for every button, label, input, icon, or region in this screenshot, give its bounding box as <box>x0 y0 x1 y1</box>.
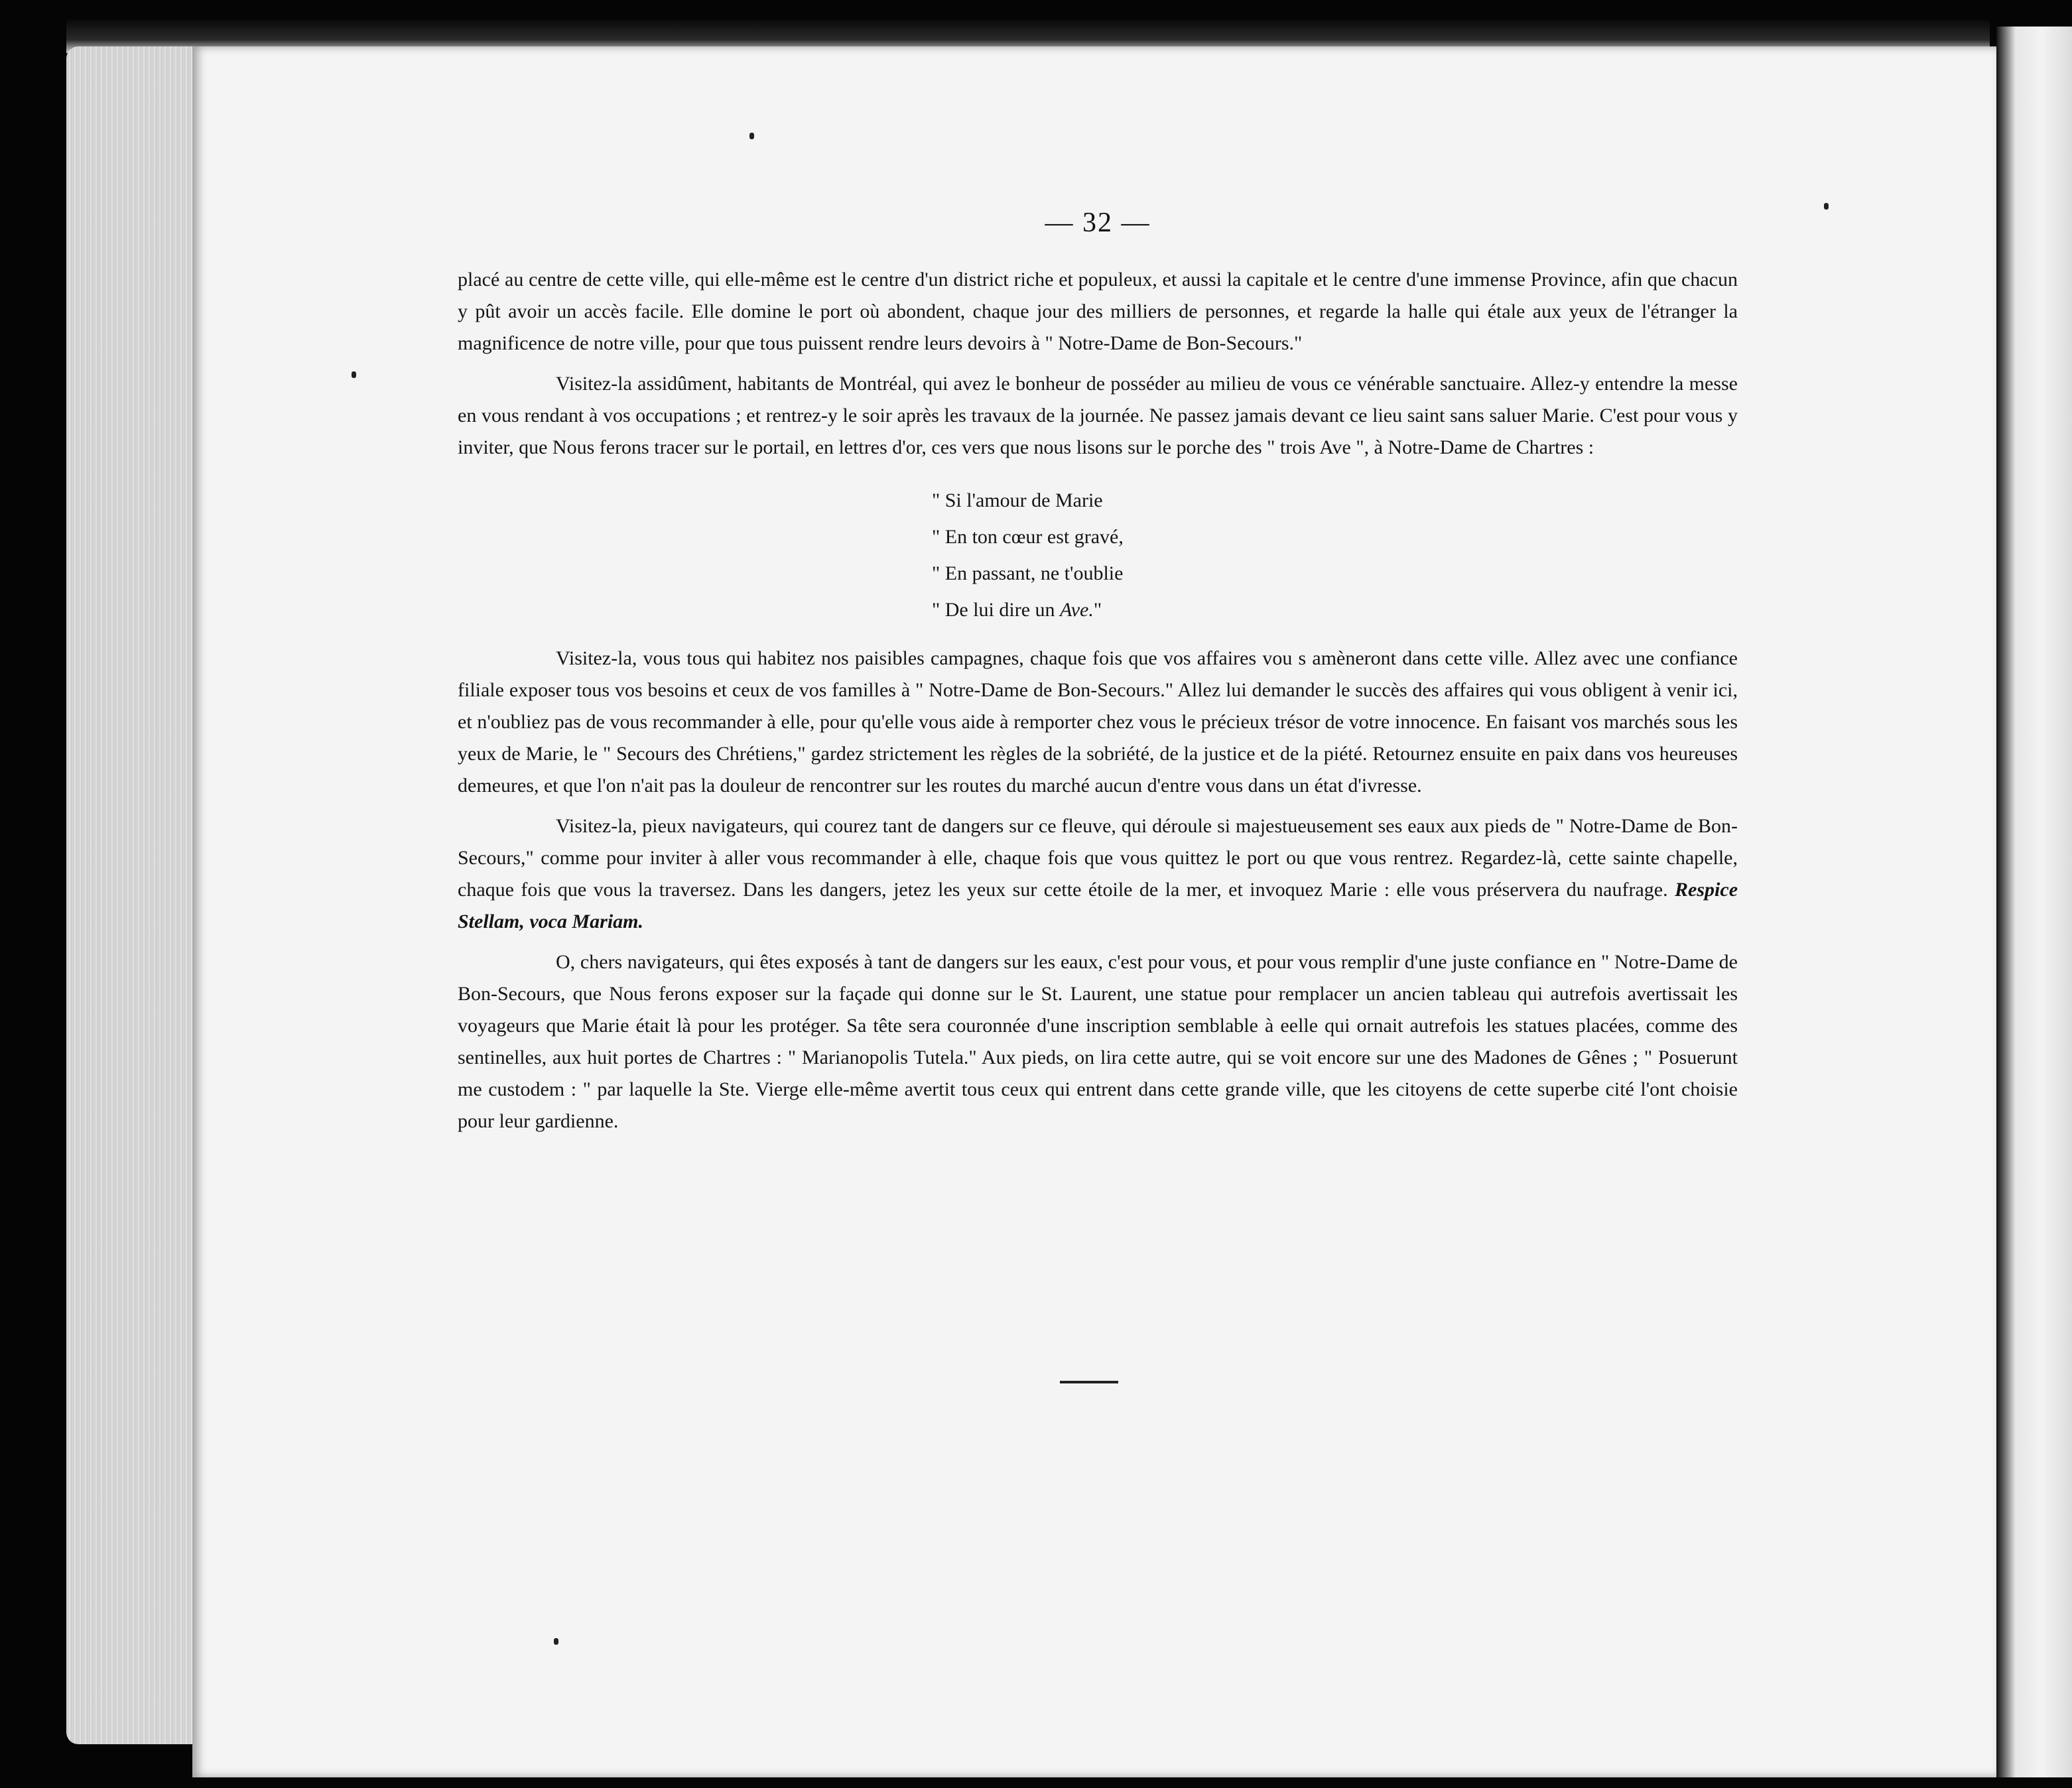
paragraph-text: Visitez-la, pieux navigateurs, qui courez tant de dangers sur ce fleuve, qui déroule si majestueusement ses eaux aux pieds de " Notre-Dame de Bon-Secours," comme pour inviter à aller vous recommander à elle, chaque fois que vous quittez le port ou que vous rentrez. Regardez-là, cette sainte chapelle, chaque fois que vous la traversez. Dans les dangers, jetez les yeux sur cette étoile de la mer, et invoquez Marie : elle vous préservera du naufrage. <box>458 815 1738 901</box>
poem-line-italic: Ave. <box>1060 599 1094 621</box>
poem-line-text: " De lui dire un <box>932 599 1061 621</box>
body-text <box>458 264 1738 1146</box>
paragraph: Visitez-la assidûment, habitants de Montréal, qui avez le bonheur de posséder au milieu de vous ce vénérable sanctuaire. Allez-y entendre la messe en vous rendant à vos occupations ; et rentrez-y le soir après les travaux de la journée. Ne passez jamais devant ce lieu saint sans saluer Marie. C'est pour vous y inviter, que Nous ferons tracer sur le portail, en lettres d'or, ces vers que nous lisons sur le porche des " trois Ave ", à Notre-Dame de Chartres : <box>458 373 1738 458</box>
ink-speck <box>1824 203 1829 210</box>
poem-line-quote: " <box>1093 599 1102 621</box>
ink-speck <box>749 133 754 139</box>
paragraph: placé au centre de cette ville, qui elle-même est le centre d'un district riche et populeux, et aussi la capitale et le centre d'une immense Province, afin que chacun y pût avoir un accès facile. Elle domine le port où abondent, chaque jour des milliers de personnes, et regarde la halle qui étale aux yeux de l'étranger la magnificence de notre ville, pour que tous puissent rendre leurs devoirs à " Notre-Dame de Bon-Secours." <box>458 269 1738 354</box>
page-number: — 32 — <box>1045 208 1151 238</box>
poem <box>932 482 1738 628</box>
poem-line <box>932 592 1738 628</box>
poem-line: " Si l'amour de Marie <box>932 489 1103 511</box>
book-right-edge <box>1996 27 2072 1777</box>
latin-quote: Respice Stellam, voca Mariam. <box>458 879 1738 932</box>
ink-speck <box>554 1638 558 1645</box>
ink-speck <box>352 371 356 378</box>
poem-line: " En ton cœur est gravé, <box>932 526 1124 548</box>
paragraph: O, chers navigateurs, qui êtes exposés à tant de dangers sur les eaux, c'est pour vous, et pour vous remplir d'une juste confiance en " Notre-Dame de Bon-Secours, que Nous ferons exposer sur la façade qui donne sur le St. Laurent, une statue pour remplacer un ancien tableau qui autrefois avertissait les voyageurs que Marie était là pour les protéger. Sa tête sera couronnée d'une inscription semblable à eelle qui ornait autrefois les statues placées, comme des sentinelles, aux huit portes de Chartres : " Marianopolis Tutela." Aux pieds, on lira cette autre, qui se voit encore sur une des Madones de Gênes ; " Posuerunt me custodem : " par laquelle la Ste. Vierge elle-même avertit tous ceux qui entrent dans cette grande ville, que les citoyens de cette superbe cité l'ont choisie pour leur gardienne. <box>458 951 1738 1132</box>
book-page-edges <box>66 46 206 1744</box>
end-rule <box>1060 1381 1118 1383</box>
paragraph: Visitez-la, vous tous qui habitez nos paisibles campagnes, chaque fois que vos affaires vou s amèneront dans cette ville. Allez avec une confiance filiale exposer tous vos besoins et ceux de vos familles à " Notre-Dame de Bon-Secours." Allez lui demander le succès des affaires qui vous obligent à venir ici, et n'oubliez pas de vous recommander à elle, pour qu'elle vous aide à remporter chez vous le précieux trésor de votre innocence. En faisant vos marchés sous les yeux de Marie, le " Secours des Chrétiens," gardez strictement les règles de la sobriété, de la justice et de la piété. Retournez ensuite en paix dans vos heureuses demeures, et que l'on n'ait pas la douleur de rencontrer sur les routes du marché aucun d'entre vous dans un état d'ivresse. <box>458 647 1738 797</box>
poem-line: " En passant, ne t'oublie <box>932 562 1124 584</box>
paragraph <box>458 810 1738 938</box>
